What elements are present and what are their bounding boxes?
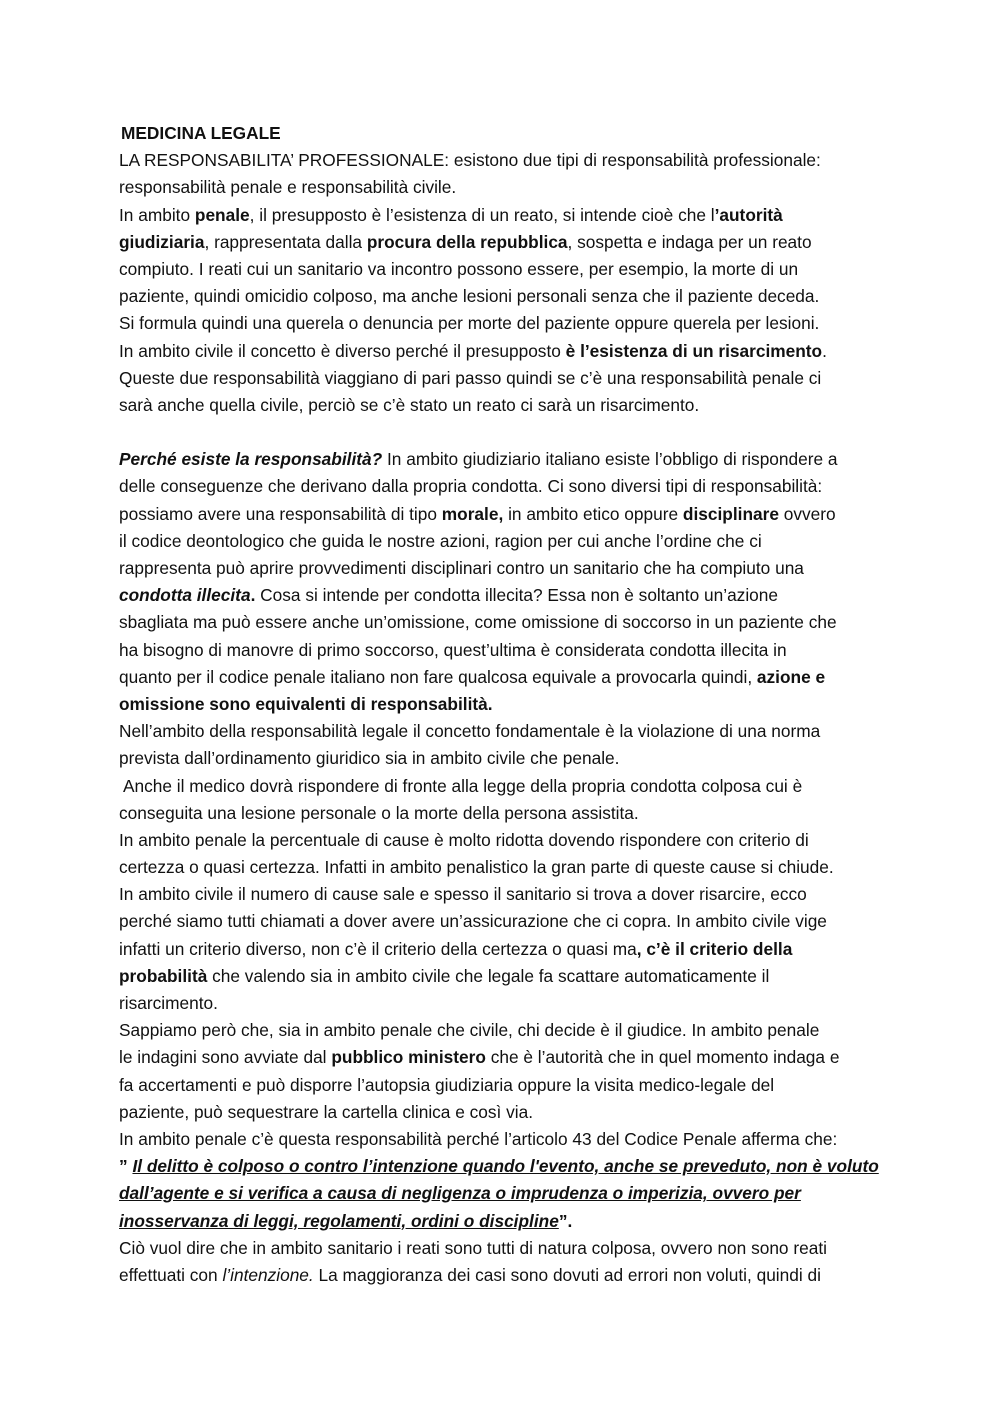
- text-segment: , c’è il criterio della: [636, 938, 793, 959]
- text-line: [119, 609, 894, 636]
- text-segment: Si formula quindi una querela o denuncia per morte del paziente oppure querela per lesioni.: [119, 313, 820, 334]
- text-line: [119, 1099, 894, 1126]
- text-segment: morale,: [441, 503, 504, 524]
- text-line: [119, 745, 894, 772]
- text-segment: certezza o quasi certezza. Infatti in ambito penalistico la gran parte di queste cause si chiude.: [119, 857, 834, 878]
- text-line: [119, 718, 894, 745]
- text-line: [119, 473, 894, 500]
- text-line: [119, 555, 894, 582]
- text-segment: Sappiamo però che, sia in ambito penale che civile, chi decide è il giudice. In ambito penale: [119, 1020, 820, 1041]
- text-line: [119, 283, 894, 310]
- text-segment: In ambito giudiziario italiano esiste l’obbligo di rispondere a: [382, 449, 838, 470]
- document-title: MEDICINA LEGALE: [121, 123, 281, 143]
- text-segment: ovvero: [778, 503, 836, 524]
- text-segment: delle conseguenze che derivano dalla propria condotta. Ci sono diversi tipi di responsabilità:: [119, 476, 823, 497]
- text-line: [119, 528, 894, 555]
- text-segment: ha bisogno di manovre di primo soccorso, quest’ultima è considerata condotta illecita in: [119, 639, 787, 660]
- text-line: [119, 936, 894, 963]
- text-segment: Anche il medico dovrà rispondere di fronte alla legge della propria condotta colposa cui è: [123, 775, 803, 796]
- text-line: [119, 338, 894, 365]
- text-line: [119, 1262, 894, 1289]
- text-segment: LA RESPONSABILITA’ PROFESSIONALE: esistono due tipi di responsabilità professionale:: [119, 150, 821, 171]
- text-line: [119, 637, 894, 664]
- text-line: [119, 854, 894, 881]
- blank-line: [119, 419, 894, 446]
- text-segment: sbagliata ma può essere anche un’omissione, come omissione di soccorso in un paziente che: [119, 612, 837, 633]
- document-body: [119, 120, 894, 1289]
- text-line: [119, 229, 894, 256]
- text-line: [119, 256, 894, 283]
- text-line: [119, 392, 894, 419]
- text-segment: paziente, può sequestrare la cartella clinica e così via.: [119, 1101, 534, 1122]
- text-segment: omissione sono equivalenti di responsabilità.: [119, 693, 493, 714]
- text-segment: La maggioranza dei casi sono dovuti ad errori non voluti, quindi di: [313, 1264, 821, 1285]
- text-line: [119, 773, 894, 800]
- text-segment: probabilità: [119, 965, 208, 986]
- text-segment: conseguita una lesione personale o la morte della persona assistita.: [119, 802, 639, 823]
- text-segment: ”: [119, 1156, 133, 1177]
- text-segment: in ambito etico oppure: [503, 503, 683, 524]
- text-segment: inosservanza di leggi, regolamenti, ordini o discipline: [119, 1210, 559, 1231]
- text-segment: In ambito penale la percentuale di cause è molto ridotta dovendo rispondere con criterio di: [119, 829, 809, 850]
- text-line: [119, 963, 894, 990]
- text-segment: le indagini sono avviate dal: [119, 1047, 332, 1068]
- text-segment: penale: [194, 204, 250, 225]
- text-segment: In ambito civile il numero di cause sale e spesso il sanitario si trova a dover risarcire, ecco: [119, 884, 807, 905]
- text-segment: condotta illecita: [119, 585, 251, 606]
- text-line: [119, 582, 894, 609]
- text-segment: giudiziaria: [119, 231, 205, 252]
- text-line: [119, 1072, 894, 1099]
- text-line: [119, 908, 894, 935]
- text-line: [119, 990, 894, 1017]
- text-segment: rappresenta può aprire provvedimenti disciplinari contro un sanitario che ha compiuto una: [119, 558, 804, 578]
- text-line: [119, 446, 894, 473]
- text-segment: quanto per il codice penale italiano non fare qualcosa equivale a provocarla quindi,: [119, 666, 757, 687]
- text-segment: che è l’autorità che in quel momento indaga e: [485, 1047, 840, 1068]
- text-line: [119, 800, 894, 827]
- text-line: [119, 501, 894, 528]
- text-segment: è l’esistenza di un risarcimento: [565, 340, 823, 361]
- text-segment: Perché esiste la responsabilità?: [119, 449, 383, 470]
- text-line: [119, 1126, 894, 1153]
- text-segment: In ambito penale c’è questa responsabilità perché l’articolo 43 del Codice Penale afferma che:: [119, 1128, 838, 1149]
- text-segment: possiamo avere una responsabilità di tipo: [119, 503, 442, 524]
- text-line: [119, 664, 894, 691]
- text-segment: responsabilità penale e responsabilità civile.: [119, 177, 457, 198]
- text-segment: effettuati con: [119, 1264, 223, 1285]
- text-segment: disciplinare: [682, 503, 779, 524]
- text-segment: ’autorità: [714, 204, 783, 225]
- text-segment: procura della repubblica: [366, 231, 568, 252]
- text-line: [119, 691, 894, 718]
- text-segment: Cosa si intende per condotta illecita? Essa non è soltanto un’azione: [255, 585, 778, 606]
- text-line: [119, 202, 894, 229]
- text-segment: , rappresentata dalla: [204, 231, 367, 252]
- text-segment: Il delitto è colposo o contro l’intenzione quando l'evento, anche se preveduto, non è voluto: [132, 1156, 879, 1177]
- text-segment: sarà anche quella civile, perciò se c’è stato un reato ci sarà un risarcimento.: [119, 394, 700, 415]
- text-line: [119, 1153, 894, 1180]
- text-line: [119, 1180, 894, 1207]
- text-segment: .: [822, 340, 827, 361]
- text-line: [119, 365, 894, 392]
- text-segment: l’intenzione.: [222, 1264, 314, 1285]
- text-line: [119, 310, 894, 337]
- text-segment: In ambito civile il concetto è diverso perché il presupposto: [119, 340, 566, 361]
- text-line: [119, 1017, 894, 1044]
- text-line: [119, 147, 894, 174]
- text-segment: ”.: [558, 1210, 573, 1231]
- text-line: [119, 1235, 894, 1262]
- text-segment: il codice deontologico che guida le nostre azioni, ragion per cui anche l’ordine che ci: [119, 530, 762, 551]
- text-segment: dall’agente e si verifica a causa di negligenza o imprudenza o imperizia, ovvero per: [119, 1183, 801, 1204]
- text-line: [119, 174, 894, 201]
- text-segment: che valendo sia in ambito civile che legale fa scattare automaticamente il: [207, 965, 770, 986]
- text-line: [119, 1208, 894, 1235]
- text-segment: pubblico ministero: [331, 1047, 486, 1068]
- text-line: [119, 1044, 894, 1071]
- text-segment: Nell’ambito della responsabilità legale il concetto fondamentale è la violazione di una norma: [119, 721, 821, 742]
- text-segment: In ambito: [119, 204, 195, 225]
- text-line: [119, 827, 894, 854]
- text-segment: perché siamo tutti chiamati a dover avere un’assicurazione che ci copra. In ambito civile vige: [119, 911, 827, 932]
- text-segment: fa accertamenti e può disporre l’autopsia giudiziaria oppure la visita medico-legale del: [119, 1074, 775, 1095]
- text-segment: risarcimento.: [119, 993, 218, 1013]
- text-segment: paziente, quindi omicidio colposo, ma anche lesioni personali senza che il paziente deceda.: [119, 286, 820, 307]
- text-segment: compiuto. I reati cui un sanitario va incontro possono essere, per esempio, la morte di un: [119, 258, 799, 279]
- text-line: [119, 881, 894, 908]
- text-segment: prevista dall’ordinamento giuridico sia in ambito civile che penale.: [119, 748, 620, 769]
- text-segment: infatti un criterio diverso, non c’è il criterio della certezza o quasi ma: [119, 938, 637, 959]
- text-segment: Ciò vuol dire che in ambito sanitario i reati sono tutti di natura colposa, ovvero non sono reati: [119, 1237, 827, 1258]
- text-segment: , sospetta e indaga per un reato: [567, 231, 812, 252]
- text-segment: azione e: [756, 666, 826, 687]
- text-segment: Queste due responsabilità viaggiano di pari passo quindi se c’è una responsabilità penale ci: [119, 367, 822, 388]
- text-segment: , il presupposto è l’esistenza di un reato, si intende cioè che l: [249, 204, 715, 225]
- text-segment: .: [250, 585, 256, 606]
